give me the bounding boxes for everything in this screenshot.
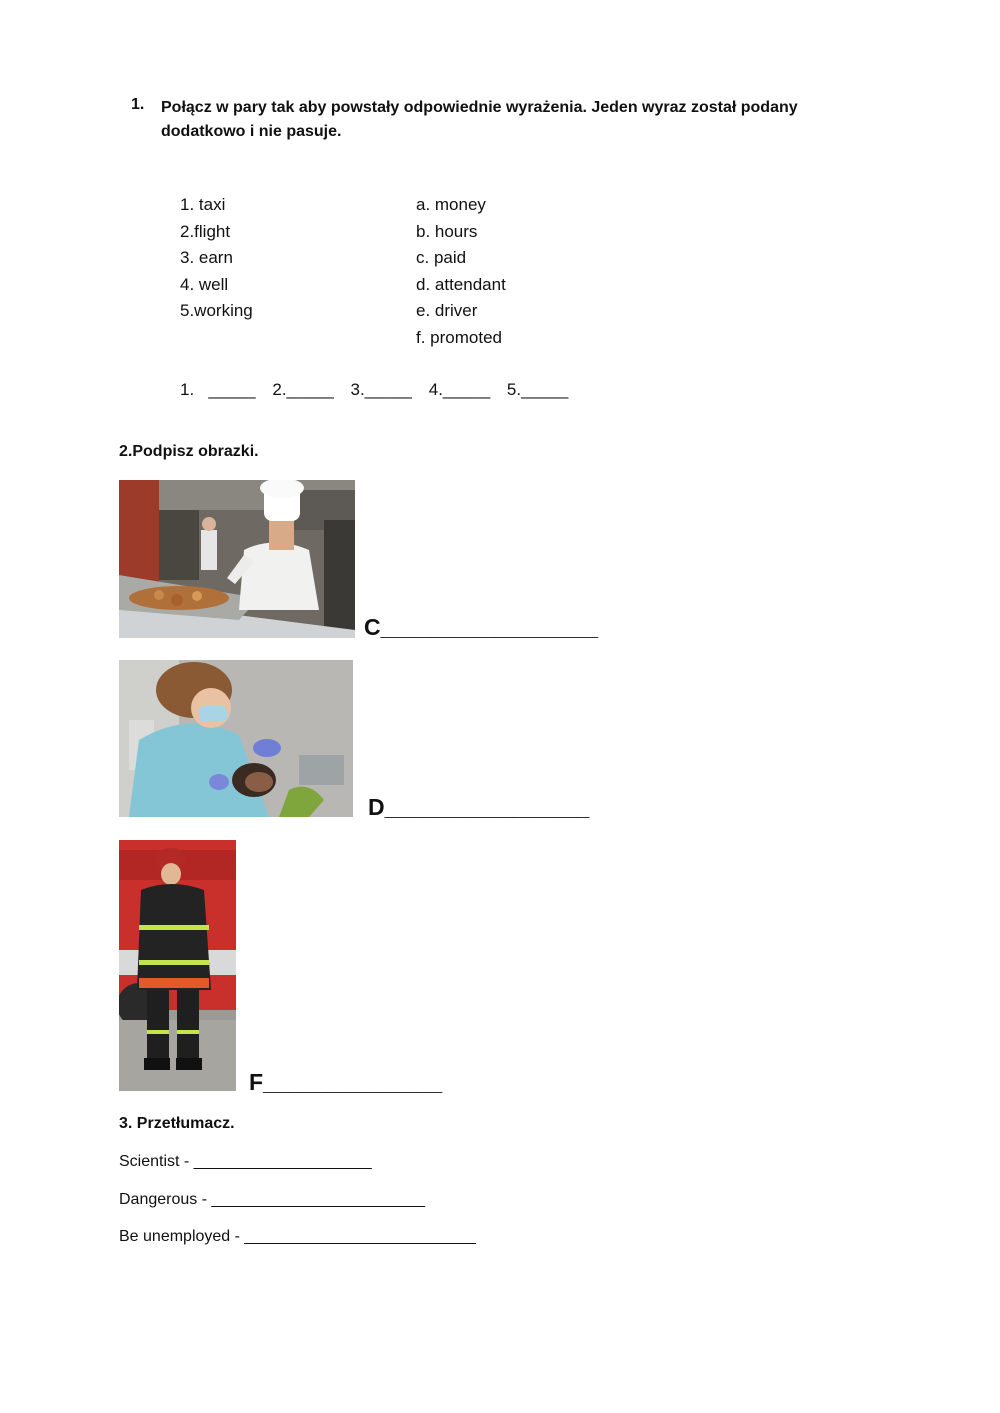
translate-item[interactable]: Dangerous - ________________________: [119, 1191, 426, 1208]
left-word: 4. well: [180, 274, 229, 294]
right-word: c. paid: [416, 248, 467, 268]
left-word: 5.working: [180, 301, 253, 321]
task2-heading: 2.Podpisz obrazki.: [119, 443, 259, 460]
translate-item[interactable]: Be unemployed - __________________________: [119, 1228, 476, 1245]
chef-answer-line[interactable]: C_________________: [364, 614, 599, 640]
task3-heading: 3. Przetłumacz.: [119, 1115, 235, 1132]
chef-photo: [119, 480, 355, 638]
right-word: d. attendant: [416, 274, 506, 294]
answer-slot[interactable]: 2._____: [272, 380, 334, 399]
answer-slot[interactable]: 3._____: [350, 380, 412, 399]
left-word-column: [180, 192, 253, 325]
answer-slot[interactable]: 1. _____: [180, 380, 256, 399]
right-word: b. hours: [416, 221, 478, 241]
answer-slots: [180, 380, 580, 400]
task1-instruction: Połącz w pary tak aby powstały odpowiednie wyrażenia. Jeden wyraz został podany dodatkowo i nie pasuje.: [161, 99, 798, 140]
task1-number: 1.: [131, 96, 145, 113]
right-word: a. money: [416, 195, 486, 214]
firefighter-photo: [119, 840, 236, 1091]
dentist-answer-line[interactable]: D________________: [368, 794, 590, 820]
right-word-column: [416, 192, 506, 352]
right-word: f. promoted: [416, 327, 502, 347]
translate-item[interactable]: Scientist - ____________________: [119, 1153, 372, 1170]
answer-slot[interactable]: 4._____: [428, 380, 491, 399]
left-word: 1. taxi: [180, 195, 226, 214]
dentist-photo: [119, 660, 353, 817]
left-word: 3. earn: [180, 248, 233, 268]
right-word: e. driver: [416, 301, 478, 321]
answer-slot[interactable]: 5._____: [506, 380, 569, 399]
left-word: 2.flight: [180, 221, 231, 241]
firefighter-answer-line[interactable]: F______________: [249, 1069, 443, 1095]
